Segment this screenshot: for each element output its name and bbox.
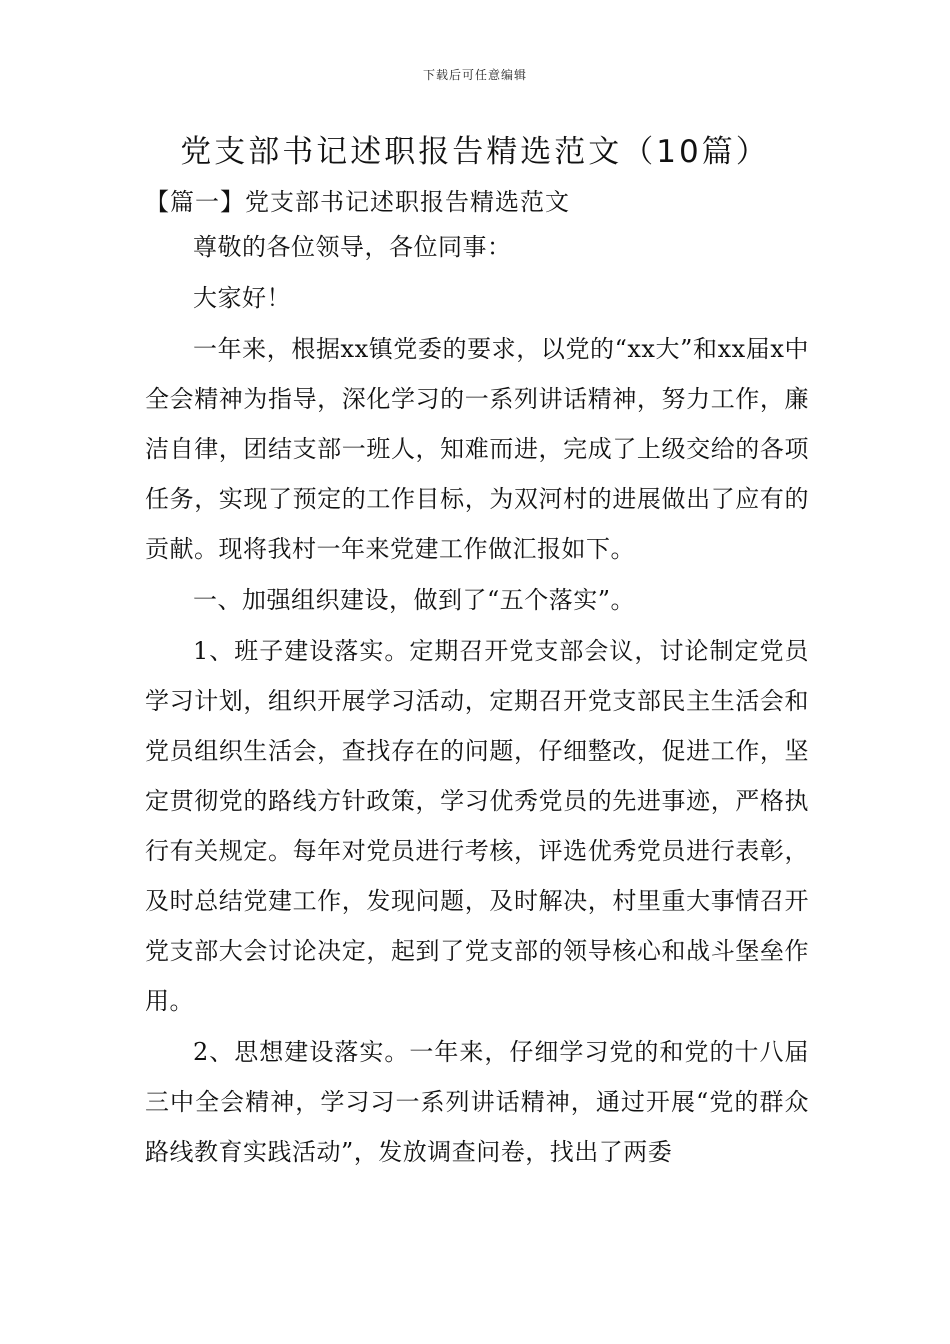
paragraph-item-two: 2、思想建设落实。一年来，仔细学习党的和党的十八届三中全会精神，学习习一系列讲话精神，通过开展“党的群众路线教育实践活动”，发放调查问卷，找出了两委 xyxy=(145,1038,809,1166)
paragraph-intro: 一年来，根据xx镇党委的要求，以党的“xx大”和xx届x中全会精神为指导，深化学习的一系列讲话精神，努力工作，廉洁自律，团结支部一班人，知难而进，完成了上级交给的各项任务，实现了预定的工作目标，为双河村的进展做出了应有的贡献。现将我村一年来党建工作做汇报如下。 xyxy=(145,335,809,563)
paragraph-salutation: 尊敬的各位领导，各位同事： xyxy=(193,233,512,261)
document-body xyxy=(145,222,809,1178)
section-heading: 【篇一】党支部书记述职报告精选范文 xyxy=(145,188,570,216)
paragraph-section-one-heading: 一、加强组织建设，做到了“五个落实”。 xyxy=(193,586,636,614)
paragraph-item-one: 1、班子建设落实。定期召开党支部会议，讨论制定党员学习计划，组织开展学习活动，定期召开党支部民主生活会和党员组织生活会，查找存在的问题，仔细整改，促进工作，坚定贯彻党的路线方针政策，学习优秀党员的先进事迹，严格执行有关规定。每年对党员进行考核，评选优秀党员进行表彰，及时总结党建工作，发现问题，及时解决，村里重大事情召开党支部大会讨论决定，起到了党支部的领导核心和战斗堡垒作用。 xyxy=(145,637,809,1015)
document-title: 党支部书记述职报告精选范文（10篇） xyxy=(180,134,770,170)
page-header-note: 下载后可任意编辑 xyxy=(422,68,527,82)
paragraph-greeting: 大家好！ xyxy=(193,284,291,312)
